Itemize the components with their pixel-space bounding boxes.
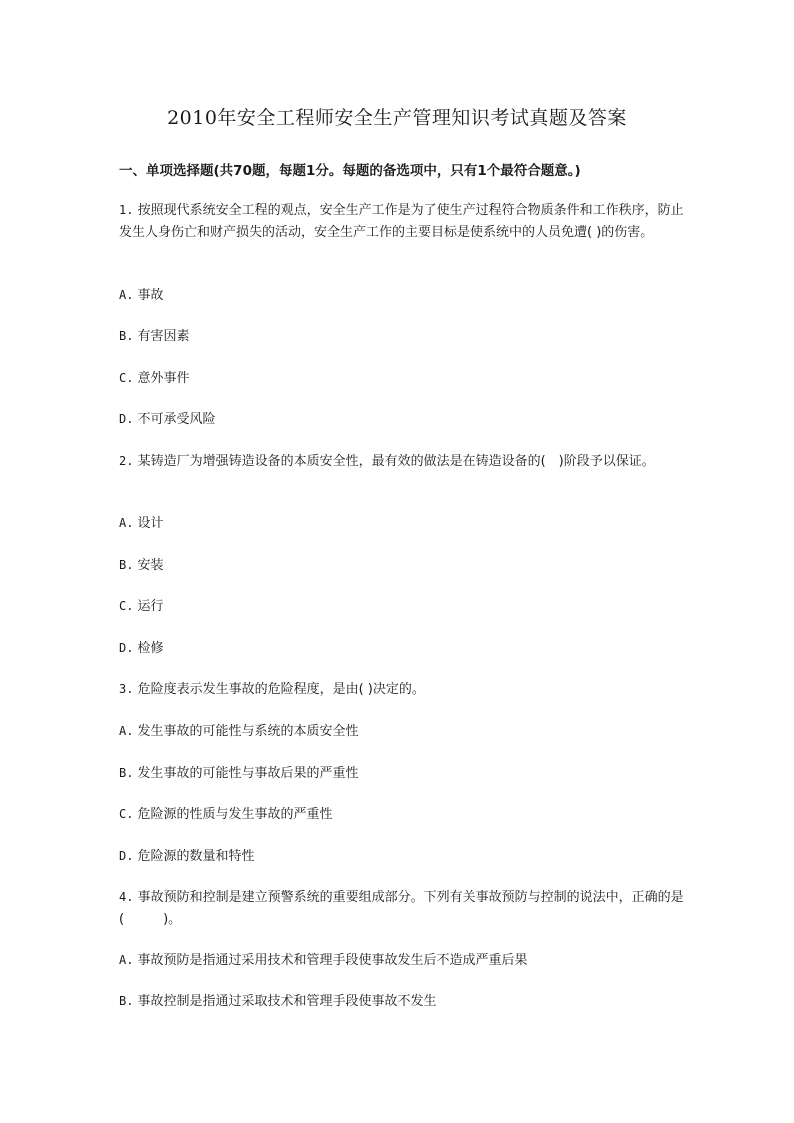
question-3-option-d [119,845,689,868]
option-letter: D. [119,412,134,426]
option-letter: C. [119,599,134,613]
option-letter: B. [119,329,134,343]
option-text: 有害因素 [137,329,190,344]
question-2-stem [119,450,689,473]
option-letter: B. [119,766,134,780]
document-title: 2010年安全工程师安全生产管理知识考试真题及答案 [167,107,627,129]
question-2-option-a [119,512,689,535]
option-text: 危险源的性质与发生事故的严重性 [137,807,333,822]
section-heading: 一、单项选择题(共70题，每题1分。每题的备选项中，只有1个最符合题意。) [119,163,581,179]
option-letter: A. [119,953,134,967]
option-text: 发生事故的可能性与系统的本质安全性 [137,724,359,739]
question-3-option-c [119,803,689,826]
option-text: 事故 [137,288,164,303]
question-1-option-c [119,367,689,390]
option-text: 不可承受风险 [137,412,216,427]
option-text: 意外事件 [137,371,190,386]
question-3-option-a [119,720,689,743]
option-letter: A. [119,288,134,302]
option-letter: B. [119,994,134,1008]
option-text: 设计 [137,516,164,531]
question-4-option-b [119,990,689,1013]
question-3-option-b [119,762,689,785]
question-2-option-c [119,595,689,618]
option-text: 安装 [137,558,164,573]
question-3-stem [119,678,689,701]
question-text: 事故预防和控制是建立预警系统的重要组成部分。下列有关事故预防与控制的说法中，正确的是( )。 [119,890,684,927]
question-1-option-b [119,325,689,348]
option-letter: D. [119,641,134,655]
option-text: 事故预防是指通过采用技术和管理手段使事故发生后不造成严重后果 [137,953,528,968]
question-2-option-b [119,554,689,577]
question-number: 1. [119,203,134,217]
option-text: 发生事故的可能性与事故后果的严重性 [137,766,359,781]
option-letter: A. [119,516,134,530]
option-letter: A. [119,724,134,738]
option-text: 事故控制是指通过采取技术和管理手段使事故不发生 [137,994,437,1009]
question-4-option-a [119,949,689,972]
question-text: 某铸造厂为增强铸造设备的本质安全性，最有效的做法是在铸造设备的( )阶段予以保证。 [137,454,655,469]
question-text: 按照现代系统安全工程的观点，安全生产工作是为了使生产过程符合物质条件和工作秩序，防止发生人身伤亡和财产损失的活动，安全生产工作的主要目标是使系统中的人员免遭( )的伤害。 [119,203,684,240]
question-number: 2. [119,454,134,468]
option-letter: C. [119,807,134,821]
question-1-option-d [119,408,689,431]
question-4-stem [119,886,689,931]
option-letter: C. [119,371,134,385]
option-text: 危险源的数量和特性 [137,849,255,864]
option-letter: B. [119,558,134,572]
option-text: 检修 [137,641,164,656]
question-number: 4. [119,890,134,904]
option-text: 运行 [137,599,164,614]
question-1-option-a [119,284,689,307]
question-1-stem [119,199,689,244]
option-letter: D. [119,849,134,863]
question-text: 危险度表示发生事故的危险程度，是由( )决定的。 [137,682,425,697]
question-number: 3. [119,682,134,696]
question-2-option-d [119,637,689,660]
